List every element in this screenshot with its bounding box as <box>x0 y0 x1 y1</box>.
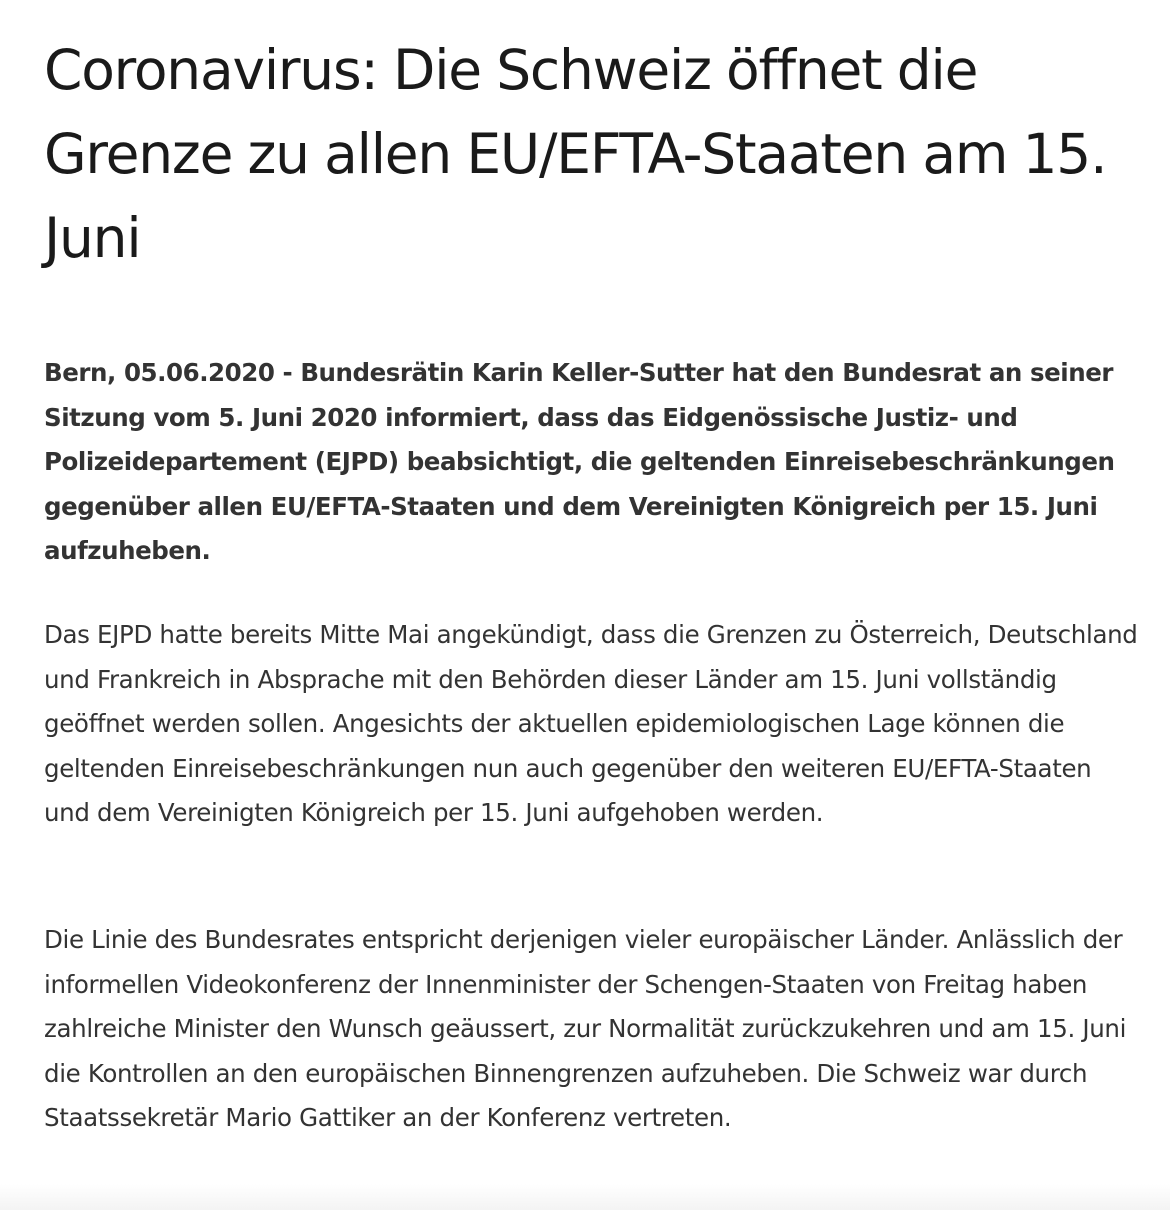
article-paragraph: Die Linie des Bundesrates entspricht derjenigen vieler europäischer Länder. Anlässlich der informellen Videokonferenz der Innenminister der Schengen-Staaten von Freitag haben zahlreiche Minister den Wunsch geäussert, zur Normalität zurückzukehren und am 15. Juni die Kontrollen an den europäischen Binnengrenzen aufzuheben. Die Schweiz war durch Staatssekretär Mario Gattiker an der Konferenz vertreten. <box>44 925 1127 1133</box>
article <box>44 0 1154 1133</box>
article-title: Coronavirus: Die Schweiz öffnet die Grenze zu allen EU/EFTA-Staaten am 15. Juni <box>44 38 1107 270</box>
article-lead: Bern, 05.06.2020 - Bundesrätin Karin Keller-Sutter hat den Bundesrat an seiner Sitzung vom 5. Juni 2020 informiert, dass das Eidgenössische Justiz- und Polizeidepartement (EJPD) beabsichtigt, die geltenden Einreisebeschränkungen gegenüber allen EU/EFTA-Staaten und dem Vereinigten Königreich per 15. Juni aufzuheben. <box>44 358 1115 566</box>
bottom-fade <box>0 1184 1170 1210</box>
article-paragraph: Das EJPD hatte bereits Mitte Mai angekündigt, dass die Grenzen zu Österreich, Deutschland und Frankreich in Absprache mit den Behörden dieser Länder am 15. Juni vollständig geöffnet werden sollen. Angesichts der aktuellen epidemiologischen Lage können die geltenden Einreisebeschränkungen nun auch gegenüber den weiteren EU/EFTA-Staaten und dem Vereinigten Königreich per 15. Juni aufgehoben werden. <box>44 620 1138 828</box>
